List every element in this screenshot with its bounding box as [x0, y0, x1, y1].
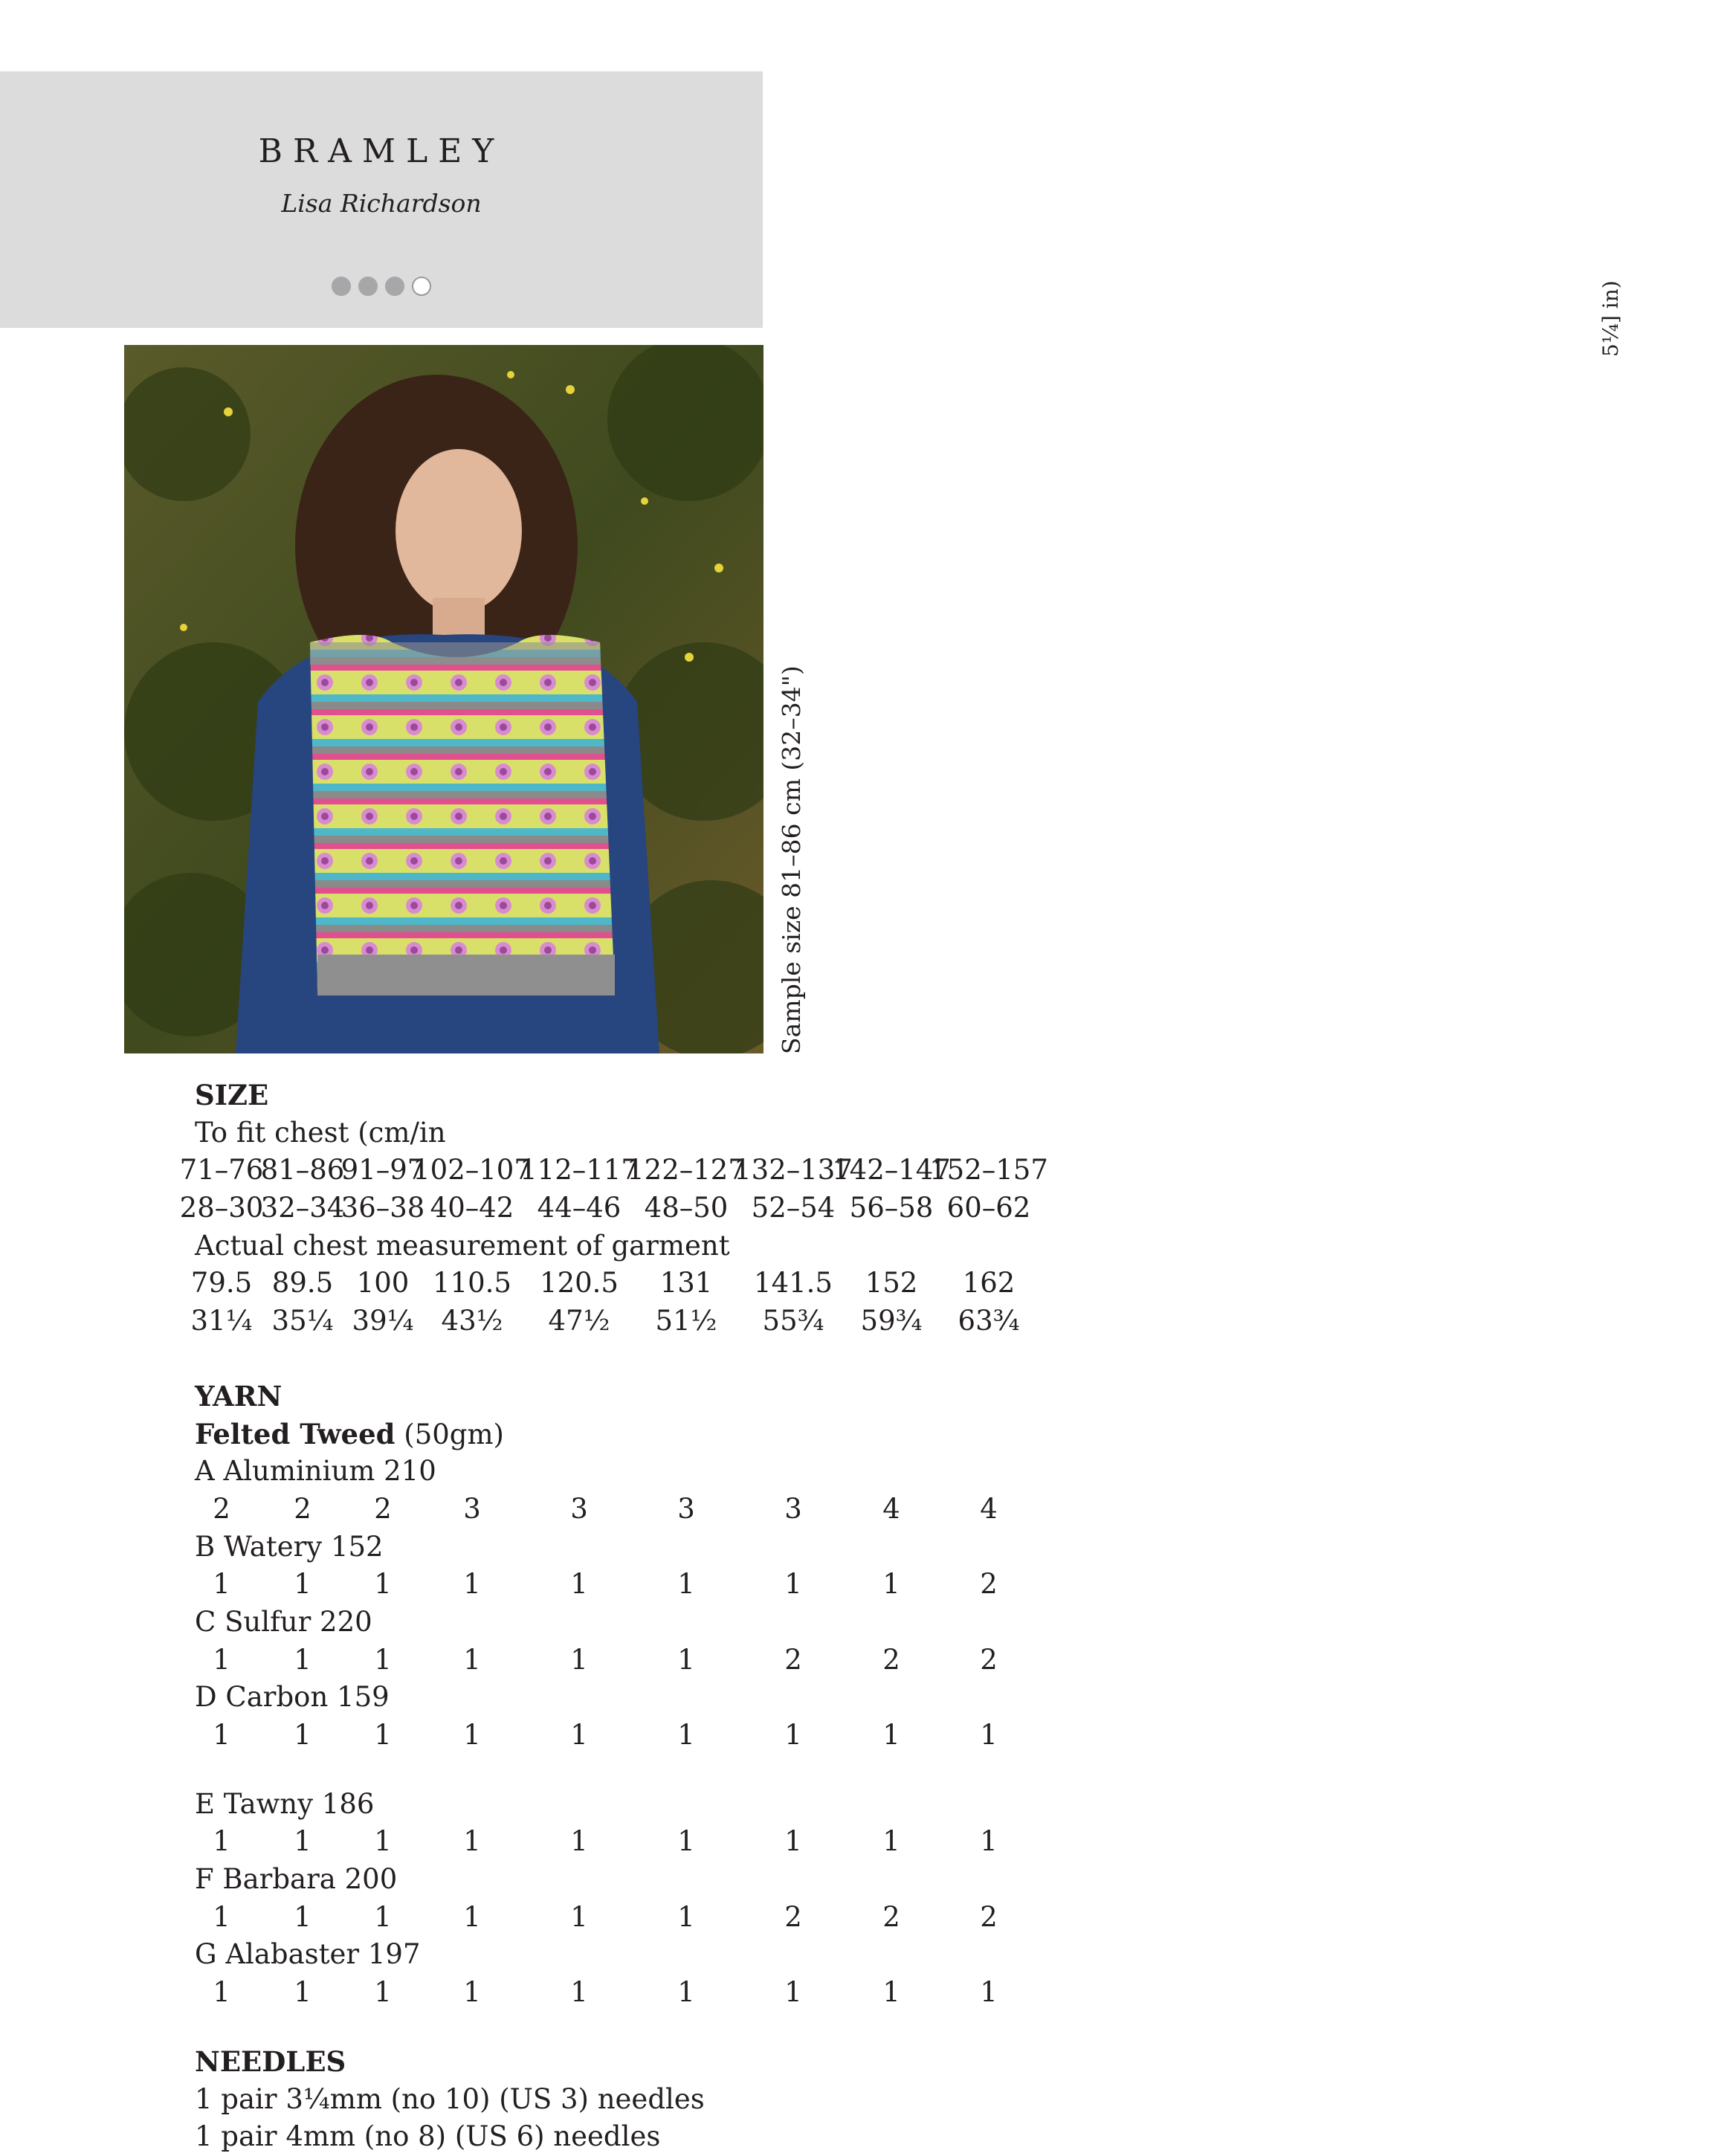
size-cell: 1 — [463, 1825, 481, 1858]
actual-chest-cm-row — [190, 1265, 1087, 1303]
size-cell: 122–127 — [627, 1154, 746, 1187]
size-cell: 142–147 — [832, 1154, 951, 1187]
size-cell: 1 — [784, 1568, 802, 1601]
size-cell: 1 — [294, 1976, 311, 2009]
size-cell: 1 — [677, 1568, 695, 1601]
yarn-colour-label: E Tawny 186 — [195, 1787, 375, 1820]
size-cell: 1 — [677, 1719, 695, 1751]
fit-chest-label: To fit chest (cm/in — [195, 1116, 446, 1149]
size-cell: 1 — [570, 1568, 588, 1601]
actual-chest-label: Actual chest measurement of garment — [195, 1229, 730, 1262]
page-edge-note: 5¼] in) — [1598, 280, 1623, 357]
size-cell: 48–50 — [644, 1192, 729, 1224]
yarn-colour-label: A Aluminium 210 — [195, 1455, 436, 1488]
size-cell: 120.5 — [540, 1267, 619, 1300]
size-cell: 36–38 — [340, 1192, 425, 1224]
difficulty-dot-empty — [412, 277, 431, 296]
yarn-name: Felted Tweed — [195, 1417, 396, 1450]
size-cell: 141.5 — [754, 1267, 833, 1300]
yarn-colour-label: C Sulfur 220 — [195, 1605, 372, 1638]
pattern-details — [179, 1077, 1087, 2156]
size-cell: 91–97 — [340, 1154, 425, 1187]
yarn-colour-counts — [195, 1899, 1087, 1937]
yarn-colour-label: D Carbon 159 — [195, 1681, 390, 1714]
size-cell: 1 — [213, 1976, 230, 2009]
size-cell: 110.5 — [433, 1267, 511, 1300]
size-cell: 2 — [882, 1643, 900, 1676]
fit-chest-cm-row — [179, 1152, 1087, 1190]
size-cell: 1 — [374, 1643, 392, 1676]
size-cell: 1 — [294, 1719, 311, 1751]
size-cell: 2 — [374, 1492, 392, 1525]
size-cell: 1 — [882, 1976, 900, 2009]
size-cell: 79.5 — [190, 1267, 253, 1300]
size-cell: 3 — [570, 1492, 588, 1525]
size-cell: 39¼ — [352, 1305, 414, 1337]
size-cell: 51½ — [655, 1305, 717, 1337]
size-heading: SIZE — [195, 1079, 269, 1111]
needle-item: 1 pair 3¼mm (no 10) (US 3) needles — [195, 2082, 705, 2115]
yarn-heading: YARN — [195, 1379, 283, 1413]
size-cell: 112–117 — [520, 1154, 639, 1187]
yarn-colour-counts — [195, 1642, 1087, 1679]
size-cell: 2 — [980, 1643, 998, 1676]
size-cell: 1 — [213, 1825, 230, 1858]
size-cell: 4 — [980, 1492, 998, 1525]
yarn-colour-list — [195, 1453, 1087, 2012]
size-cell: 1 — [294, 1568, 311, 1601]
size-cell: 102–107 — [413, 1154, 532, 1187]
model-photo — [124, 345, 763, 1053]
size-cell: 1 — [374, 1825, 392, 1858]
size-cell: 40–42 — [430, 1192, 514, 1224]
fit-chest-in-row — [179, 1190, 1087, 1227]
size-cell: 2 — [294, 1492, 311, 1525]
size-cell: 44–46 — [537, 1192, 622, 1224]
size-cell: 1 — [463, 1900, 481, 1933]
yarn-weight: (50gm) — [404, 1418, 504, 1450]
size-cell: 1 — [980, 1719, 998, 1751]
yarn-colour-counts — [195, 1566, 1087, 1604]
size-cell: 1 — [463, 1976, 481, 2009]
size-cell: 1 — [570, 1719, 588, 1751]
size-cell: 1 — [882, 1825, 900, 1858]
size-cell: 1 — [213, 1643, 230, 1676]
size-cell: 35¼ — [271, 1305, 334, 1337]
size-cell: 28–30 — [179, 1192, 264, 1224]
yarn-colour-counts — [195, 1491, 1087, 1529]
size-cell: 152 — [865, 1267, 918, 1300]
size-cell: 60–62 — [946, 1192, 1031, 1224]
section-gap — [195, 1340, 1087, 1378]
size-cell: 1 — [784, 1976, 802, 2009]
section-gap — [195, 2012, 1087, 2043]
size-cell: 1 — [677, 1643, 695, 1676]
difficulty-dot-filled — [358, 277, 378, 296]
pattern-header — [0, 71, 763, 328]
size-cell: 1 — [882, 1719, 900, 1751]
size-cell: 2 — [980, 1568, 998, 1601]
size-cell: 162 — [962, 1267, 1016, 1300]
size-cell: 89.5 — [271, 1267, 334, 1300]
size-cell: 1 — [374, 1568, 392, 1601]
size-cell: 1 — [463, 1643, 481, 1676]
size-cell: 3 — [677, 1492, 695, 1525]
size-cell: 132–137 — [734, 1154, 853, 1187]
size-cell: 2 — [882, 1900, 900, 1933]
size-cell: 1 — [570, 1976, 588, 2009]
difficulty-dot-filled — [332, 277, 351, 296]
size-cell: 43½ — [441, 1305, 503, 1337]
size-cell: 152–157 — [929, 1154, 1048, 1187]
size-cell: 1 — [463, 1719, 481, 1751]
size-cell: 1 — [677, 1976, 695, 2009]
pattern-title: BRAMLEY — [258, 132, 505, 170]
size-cell: 131 — [659, 1267, 713, 1300]
size-cell: 1 — [213, 1900, 230, 1933]
size-cell: 1 — [980, 1825, 998, 1858]
yarn-colour-label: B Watery 152 — [195, 1530, 384, 1563]
size-cell: 1 — [294, 1900, 311, 1933]
size-cell: 4 — [882, 1492, 900, 1525]
yarn-colour-counts — [195, 1823, 1087, 1861]
size-cell: 2 — [980, 1900, 998, 1933]
needle-item: 1 pair 4mm (no 8) (US 6) needles — [195, 2120, 661, 2153]
size-cell: 63¾ — [958, 1305, 1020, 1337]
size-cell: 1 — [213, 1719, 230, 1751]
actual-chest-in-row — [190, 1303, 1087, 1340]
size-cell: 1 — [570, 1643, 588, 1676]
yarn-colour-counts — [195, 1974, 1087, 2012]
size-cell: 56–58 — [849, 1192, 934, 1224]
yarn-colour-label: G Alabaster 197 — [195, 1938, 421, 1971]
size-cell: 3 — [463, 1492, 481, 1525]
size-cell: 1 — [677, 1825, 695, 1858]
colour-gap — [195, 1755, 1087, 1786]
size-cell: 1 — [374, 1900, 392, 1933]
size-cell: 2 — [784, 1900, 802, 1933]
needles-heading: NEEDLES — [195, 2044, 346, 2078]
size-cell: 2 — [213, 1492, 230, 1525]
size-cell: 81–86 — [260, 1154, 345, 1187]
size-cell: 1 — [677, 1900, 695, 1933]
size-cell: 1 — [463, 1568, 481, 1601]
size-cell: 1 — [784, 1825, 802, 1858]
size-cell: 59¾ — [860, 1305, 923, 1337]
yarn-colour-counts — [195, 1717, 1087, 1755]
size-cell: 1 — [374, 1976, 392, 2009]
size-cell: 47½ — [548, 1305, 610, 1337]
size-cell: 3 — [784, 1492, 802, 1525]
size-cell: 52–54 — [751, 1192, 836, 1224]
size-cell: 31¼ — [190, 1305, 253, 1337]
size-cell: 2 — [784, 1643, 802, 1676]
size-cell: 1 — [294, 1825, 311, 1858]
size-cell: 100 — [356, 1267, 410, 1300]
size-cell: 1 — [294, 1643, 311, 1676]
size-cell: 55¾ — [762, 1305, 824, 1337]
size-cell: 1 — [980, 1976, 998, 2009]
size-cell: 1 — [374, 1719, 392, 1751]
difficulty-rating — [0, 277, 763, 296]
sample-size-caption: Sample size 81–86 cm (32–34") — [777, 665, 806, 1054]
model-photo-illustration — [124, 345, 763, 1053]
size-cell: 1 — [570, 1900, 588, 1933]
size-cell: 32–34 — [260, 1192, 345, 1224]
yarn-name-line — [195, 1416, 1087, 1453]
size-cell: 1 — [882, 1568, 900, 1601]
size-cell: 1 — [784, 1719, 802, 1751]
designer-name: Lisa Richardson — [281, 189, 482, 218]
size-cell: 1 — [570, 1825, 588, 1858]
size-cell: 71–76 — [179, 1154, 264, 1187]
yarn-colour-label: F Barbara 200 — [195, 1863, 398, 1896]
difficulty-dot-filled — [385, 277, 404, 296]
size-cell: 1 — [213, 1568, 230, 1601]
